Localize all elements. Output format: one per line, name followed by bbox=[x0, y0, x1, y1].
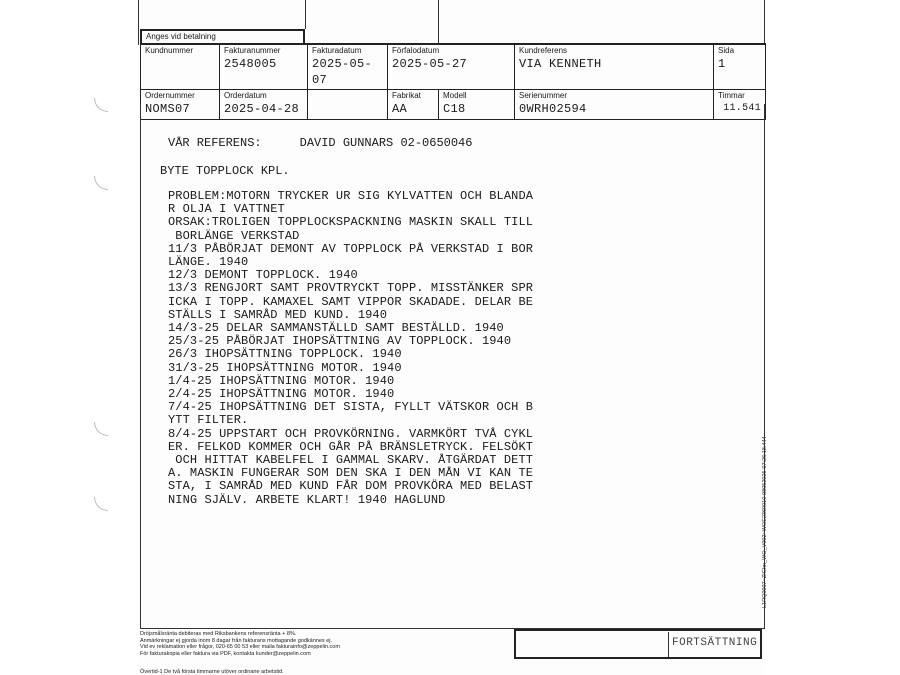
page-cell: Sida 1 bbox=[714, 44, 766, 90]
overtime-note: Övertid-1 De två första timmarne utöver ordinarie arbetstid. bbox=[140, 669, 284, 675]
note-line: A. MASKIN FUNGERAR SOM DEN SKA I DEN MÅN VI KAN TE bbox=[168, 466, 534, 481]
note-line: 14/3-25 DELAR SAMMANSTÄLLD SAMT BESTÄLLD. 1940 bbox=[168, 321, 504, 336]
footer-line: Dröjsmålsränta debiteras med Riksbankens referensränta + 8%. bbox=[140, 631, 297, 637]
serial-number-cell: Serienummer 0WRH02594 bbox=[515, 90, 714, 120]
note-line: 13/3 RENGJORT SAMT PROVTRYCKT TOPP. MISSTÄNKER SPR bbox=[168, 281, 534, 296]
footer-terms bbox=[140, 631, 340, 657]
note-line: STA, I SAMRÅD MED KUND FÅR DOM PROVKÖRA MED BELAST bbox=[168, 479, 534, 494]
top-divider-2 bbox=[438, 0, 439, 43]
note-line: 26/3 IHOPSÄTTNING TOPPLOCK. 1940 bbox=[168, 347, 402, 362]
note-line: 25/3-25 PÅBÖRJAT IHOPSÄTTNING AV TOPPLOCK. 1940 bbox=[168, 334, 512, 349]
reference-label: VÅR REFERENS: bbox=[168, 136, 262, 150]
note-line: 11/3 PÅBÖRJAT DEMONT AV TOPPLOCK PÅ VERKSTAD I BOR bbox=[168, 241, 534, 256]
model-cell: Modell C18 bbox=[439, 90, 515, 120]
note-line: NING SJÄLV. ARBETE KLART! 1940 HAGLUND bbox=[168, 492, 446, 507]
note-line: ER. FELKOD KOMMER OCH GÅR PÅ BRÄNSLETRYCK. FELSÖKT bbox=[168, 439, 534, 454]
note-line: 1/4-25 IHOPSÄTTNING MOTOR. 1940 bbox=[168, 373, 395, 388]
footer-line: För fakturakopia eller faktura via PDF, kontakta kunder@zeppelin.com bbox=[140, 650, 311, 657]
note-line: LÄNGE. 1940 bbox=[168, 255, 249, 270]
note-line: STÄLLS I SAMRÅD MED KUND. 1940 bbox=[168, 307, 388, 322]
note-line: PROBLEM:MOTORN TRYCKER UR SIG KYLVATTEN OCH BLANDA bbox=[168, 189, 534, 203]
customer-reference-cell: Kundreferens VIA KENNETH bbox=[515, 44, 714, 90]
hours-cell: Timmar 11.541 bbox=[714, 90, 766, 120]
footer-line: Anmärkningar ej gjorda inom 8 dagar från fakturans mottagande godkännes ej. bbox=[140, 637, 333, 644]
punch-hole-mark bbox=[94, 98, 108, 112]
punch-hole-mark bbox=[94, 422, 108, 436]
note-line: YTT FILTER. bbox=[168, 413, 249, 428]
invoice-date-cell: Fakturadatum 2025-05-07 bbox=[308, 44, 388, 90]
order-number-cell: Ordernummer NOMS07 bbox=[141, 90, 220, 120]
note-line: 2/4-25 IHOPSÄTTNING MOTOR. 1940 bbox=[168, 387, 395, 402]
customer-number-cell: Kundnummer bbox=[141, 44, 220, 90]
footer-line: Vid ev reklamation eller frågor, 020-65 00 53 eller maila fakturainfo@zeppelin.com bbox=[140, 644, 340, 651]
payment-label: Anges vid betalning bbox=[140, 29, 305, 43]
our-reference bbox=[168, 136, 472, 150]
make-cell: Fabrikat AA bbox=[388, 90, 439, 120]
reference-value: DAVID GUNNARS 02-0650046 bbox=[299, 136, 473, 150]
note-line: OCH HITTAT KABELFEL I GAMMAL SKARV. ÅTGÄRDAT DETT bbox=[168, 453, 534, 468]
punch-hole-mark bbox=[94, 176, 108, 190]
punch-hole-mark bbox=[94, 497, 108, 511]
top-divider-1 bbox=[305, 0, 306, 29]
note-line: ORSAK:TROLIGEN TOPPLOCKSPACKNING MASKIN SKALL TILL bbox=[168, 215, 534, 230]
note-line: 31/3-25 IHOPSÄTTNING MOTOR. 1940 bbox=[168, 360, 402, 375]
work-notes bbox=[168, 190, 533, 507]
continuation-label: FORTSÄTTNING bbox=[668, 632, 762, 657]
order-date-cell: Orderdatum 2025-04-28 bbox=[220, 90, 308, 120]
note-line: 7/4-25 IHOPSÄTTNING DET SISTA, FYLLT VÄTSKOR OCH B bbox=[168, 400, 534, 415]
work-subject: BYTE TOPPLOCK KPL. bbox=[160, 164, 290, 178]
note-line: ICKA I TOPP. KAMAXEL SAMT VIPPOR SKADADE. DELAR BE bbox=[168, 294, 534, 309]
invoice-number-cell: Fakturanummer 2548005 bbox=[220, 44, 308, 90]
note-line: R OLJA I VATTNET bbox=[168, 202, 285, 217]
note-line: BORLÄNGE VERKSTAD bbox=[168, 228, 300, 243]
note-line: 12/3 DEMONT TOPPLOCK. 1940 bbox=[168, 268, 358, 283]
document-code: L1RQ0007~ZIGIm_WO_V002~WOE2360010-08052025-07:26:18:444 bbox=[762, 436, 768, 608]
due-date-cell: Förfalodatum 2025-05-27 bbox=[388, 44, 515, 90]
note-line: 8/4-25 UPPSTART OCH PROVKÖRNING. VARMKÖRT TVÅ CYKL bbox=[168, 426, 534, 441]
